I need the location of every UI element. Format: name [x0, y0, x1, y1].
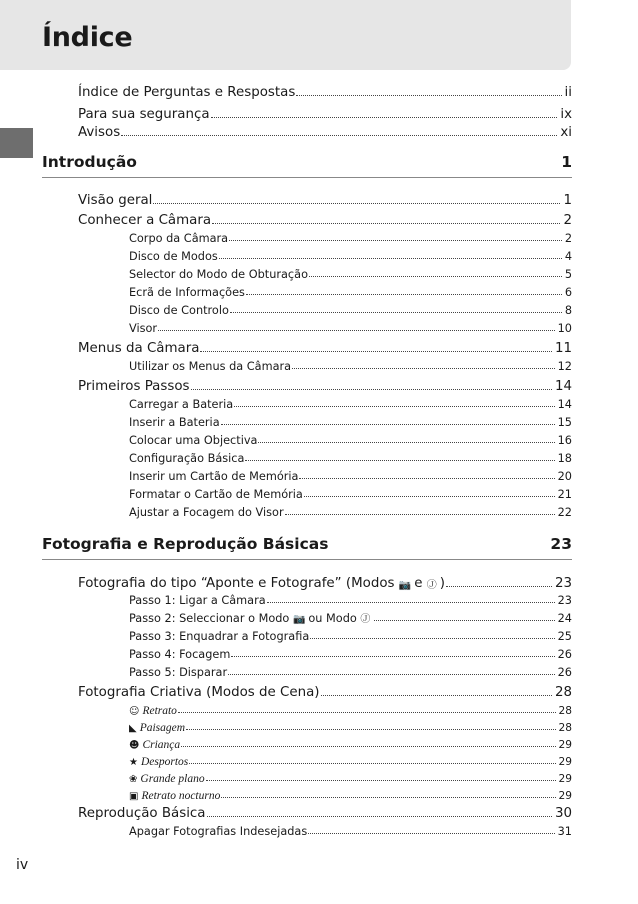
toc-label: Criança [142, 739, 181, 751]
dot-leader [229, 239, 562, 241]
toc-subentry[interactable] [129, 663, 572, 679]
toc-page-number: 29 [558, 756, 572, 768]
section-heading[interactable] [42, 532, 572, 560]
child-icon: ☻ [129, 740, 140, 751]
dot-leader [200, 350, 551, 352]
toc-page-number: 26 [557, 648, 572, 661]
toc-page-number: 14 [557, 398, 572, 411]
toc-page-number: 5 [564, 268, 572, 281]
page-number: iv [16, 857, 29, 873]
dot-leader [321, 694, 552, 696]
dot-leader [121, 134, 557, 136]
toc-page-number: 14 [554, 379, 572, 394]
toc-entry[interactable] [78, 210, 572, 228]
toc-page-number: 28 [558, 705, 572, 717]
toc-page-number: 24 [557, 612, 572, 625]
toc-subentry[interactable] [129, 752, 572, 768]
auto-mode-icon: 📷 [398, 580, 412, 591]
dot-leader [221, 423, 555, 425]
portrait-icon: ☺ [129, 706, 140, 717]
toc-subentry[interactable] [129, 229, 572, 245]
toc-page-number: 29 [558, 739, 572, 751]
flash-off-icon: Ⓙ [360, 614, 371, 625]
toc-page-number: 2 [563, 213, 572, 228]
dot-leader [158, 329, 555, 331]
toc-label: Grande plano [140, 773, 205, 785]
sports-icon: ★ [129, 757, 138, 768]
toc-label: Ajustar a Focagem do Visor [129, 506, 284, 519]
toc-page-number: xi [560, 125, 572, 140]
toc-label: ou Modo [308, 612, 357, 625]
toc-subentry[interactable] [129, 283, 572, 299]
toc-subentry[interactable] [129, 503, 572, 519]
toc-label: Retrato [142, 705, 177, 717]
toc-subentry[interactable] [129, 449, 572, 465]
toc-subentry[interactable] [129, 467, 572, 483]
auto-mode-icon: 📷 [292, 614, 306, 625]
toc-page-number: 28 [558, 722, 572, 734]
dot-leader [245, 459, 554, 461]
toc-subentry[interactable] [129, 627, 572, 643]
toc-label: Índice de Perguntas e Respostas [78, 85, 296, 100]
toc-label: Passo 3: Enquadrar a Fotografia [129, 630, 310, 643]
toc-entry[interactable] [78, 682, 572, 700]
toc-page-number: 31 [557, 825, 572, 838]
toc-entry[interactable] [78, 82, 572, 100]
toc-label: Configuração Básica [129, 452, 245, 465]
toc-label: Colocar uma Objectiva [129, 434, 258, 447]
toc-label: Avisos [78, 125, 121, 140]
toc-page-number: 23 [557, 594, 572, 607]
toc-subentry[interactable] [129, 413, 572, 429]
toc-page-number: 1 [561, 153, 572, 171]
toc-subentry[interactable] [129, 591, 572, 607]
toc-entry[interactable] [78, 122, 572, 140]
toc-entry[interactable] [78, 376, 572, 394]
dot-leader [186, 728, 555, 730]
toc-page-number: 1 [563, 193, 572, 208]
toc-page-number: 28 [554, 685, 572, 700]
dot-leader [178, 711, 556, 713]
toc-subentry[interactable] [129, 609, 572, 625]
toc-label: Visor [129, 322, 158, 335]
toc-entry[interactable] [78, 190, 572, 208]
toc-subentry[interactable] [129, 431, 572, 447]
toc-label: Fotografia Criativa (Modos de Cena) [78, 685, 320, 700]
toc-entry[interactable] [78, 104, 572, 122]
toc-page-number: 20 [557, 470, 572, 483]
dot-leader [230, 311, 562, 313]
toc-label: Fotografia do tipo “Aponte e Fotografe” (Modos [78, 576, 395, 591]
toc-label: Disco de Controlo [129, 304, 229, 317]
dot-leader [446, 585, 552, 587]
dot-leader [189, 762, 555, 764]
toc-label: Passo 5: Disparar [129, 666, 228, 679]
toc-subentry[interactable] [129, 485, 572, 501]
toc-label: ) [439, 576, 445, 591]
toc-page-number: 18 [557, 452, 572, 465]
toc-subentry[interactable] [129, 265, 572, 281]
toc-subentry[interactable] [129, 718, 572, 734]
toc-page-number: 15 [557, 416, 572, 429]
toc-label: Visão geral [78, 193, 153, 208]
dot-leader [181, 745, 555, 747]
toc-label: Conhecer a Câmara [78, 213, 212, 228]
dot-leader [206, 779, 556, 781]
toc-page-number: ix [560, 107, 572, 122]
toc-page-number: 2 [564, 232, 572, 245]
dot-leader [309, 275, 562, 277]
toc-subentry[interactable] [129, 395, 572, 411]
toc-page-number: 29 [558, 790, 572, 802]
toc-label: Passo 4: Focagem [129, 648, 231, 661]
toc-page-number: 21 [557, 488, 572, 501]
toc-label: Paisagem [139, 722, 186, 734]
toc-label: Passo 2: Seleccionar o Modo [129, 612, 290, 625]
landscape-icon: ◣ [129, 723, 137, 734]
dot-leader [191, 388, 552, 390]
dot-leader [304, 495, 555, 497]
dot-leader [219, 257, 562, 259]
night-portrait-icon: ▣ [129, 791, 139, 802]
page-title: Índice [42, 22, 133, 53]
toc-label: Para sua segurança [78, 107, 210, 122]
toc-subentry[interactable] [129, 786, 572, 802]
toc-page-number: 12 [557, 360, 572, 373]
toc-page-number: 10 [557, 322, 572, 335]
toc-entry[interactable] [78, 573, 572, 591]
toc-subentry[interactable] [129, 301, 572, 317]
toc-entry[interactable] [78, 338, 572, 356]
toc-label: Formatar o Cartão de Memória [129, 488, 303, 501]
toc-page-number: 23 [554, 576, 572, 591]
toc-subentry[interactable] [129, 645, 572, 661]
toc-page-number: ii [564, 85, 572, 100]
dot-leader [299, 477, 554, 479]
close-up-icon: ❀ [129, 774, 138, 785]
toc-label: Retrato nocturno [141, 790, 221, 802]
toc-label: Menus da Câmara [78, 341, 200, 356]
toc-label: Primeiros Passos [78, 379, 190, 394]
chapter-tab-marker [0, 128, 33, 158]
dot-leader [374, 619, 554, 621]
toc-subentry[interactable] [129, 319, 572, 335]
dot-leader [221, 796, 555, 798]
dot-leader [292, 367, 555, 369]
dot-leader [153, 202, 560, 204]
toc-label: Introdução [42, 153, 137, 171]
toc-label: Reprodução Básica [78, 806, 206, 821]
toc-label: Inserir um Cartão de Memória [129, 470, 299, 483]
dot-leader [310, 637, 554, 639]
toc-label: Disco de Modos [129, 250, 218, 263]
dot-leader [285, 513, 555, 515]
toc-label: Desportos [140, 756, 189, 768]
flash-off-icon: Ⓙ [426, 580, 437, 591]
section-heading[interactable] [42, 150, 572, 178]
dot-leader [212, 222, 560, 224]
dot-leader [228, 673, 555, 675]
dot-leader [234, 405, 554, 407]
toc-subentry[interactable] [129, 701, 572, 717]
toc-subentry[interactable] [129, 357, 572, 373]
toc-page-number: 25 [557, 630, 572, 643]
dot-leader [231, 655, 554, 657]
toc-label: Corpo da Câmara [129, 232, 229, 245]
toc-page-number: 8 [564, 304, 572, 317]
toc-page-number: 11 [554, 341, 572, 356]
dot-leader [296, 94, 561, 96]
toc-subentry[interactable] [129, 247, 572, 263]
dot-leader [267, 601, 555, 603]
toc-label: Ecrã de Informações [129, 286, 245, 299]
toc-page-number: 4 [564, 250, 572, 263]
dot-leader [207, 815, 552, 817]
toc-page-number: 6 [564, 286, 572, 299]
dot-leader [308, 832, 554, 834]
toc-label: Utilizar os Menus da Câmara [129, 360, 292, 373]
toc-label: Passo 1: Ligar a Câmara [129, 594, 266, 607]
toc-label: Apagar Fotografias Indesejadas [129, 825, 308, 838]
toc-subentry[interactable] [129, 769, 572, 785]
toc-label: Fotografia e Reprodução Básicas [42, 535, 329, 553]
toc-page-number: 23 [550, 535, 572, 553]
dot-leader [211, 116, 558, 118]
dot-leader [258, 441, 554, 443]
toc-page-number: 29 [558, 773, 572, 785]
toc-label: Selector do Modo de Obturação [129, 268, 308, 281]
toc-label: Inserir a Bateria [129, 416, 220, 429]
toc-page-number: 16 [557, 434, 572, 447]
toc-entry[interactable] [78, 803, 572, 821]
toc-page-number: 26 [557, 666, 572, 679]
toc-label: e [414, 576, 423, 591]
toc-page-number: 30 [554, 806, 572, 821]
toc-subentry[interactable] [129, 735, 572, 751]
toc-label: Carregar a Bateria [129, 398, 234, 411]
toc-subentry[interactable] [129, 822, 572, 838]
dot-leader [246, 293, 562, 295]
toc-page-number: 22 [557, 506, 572, 519]
